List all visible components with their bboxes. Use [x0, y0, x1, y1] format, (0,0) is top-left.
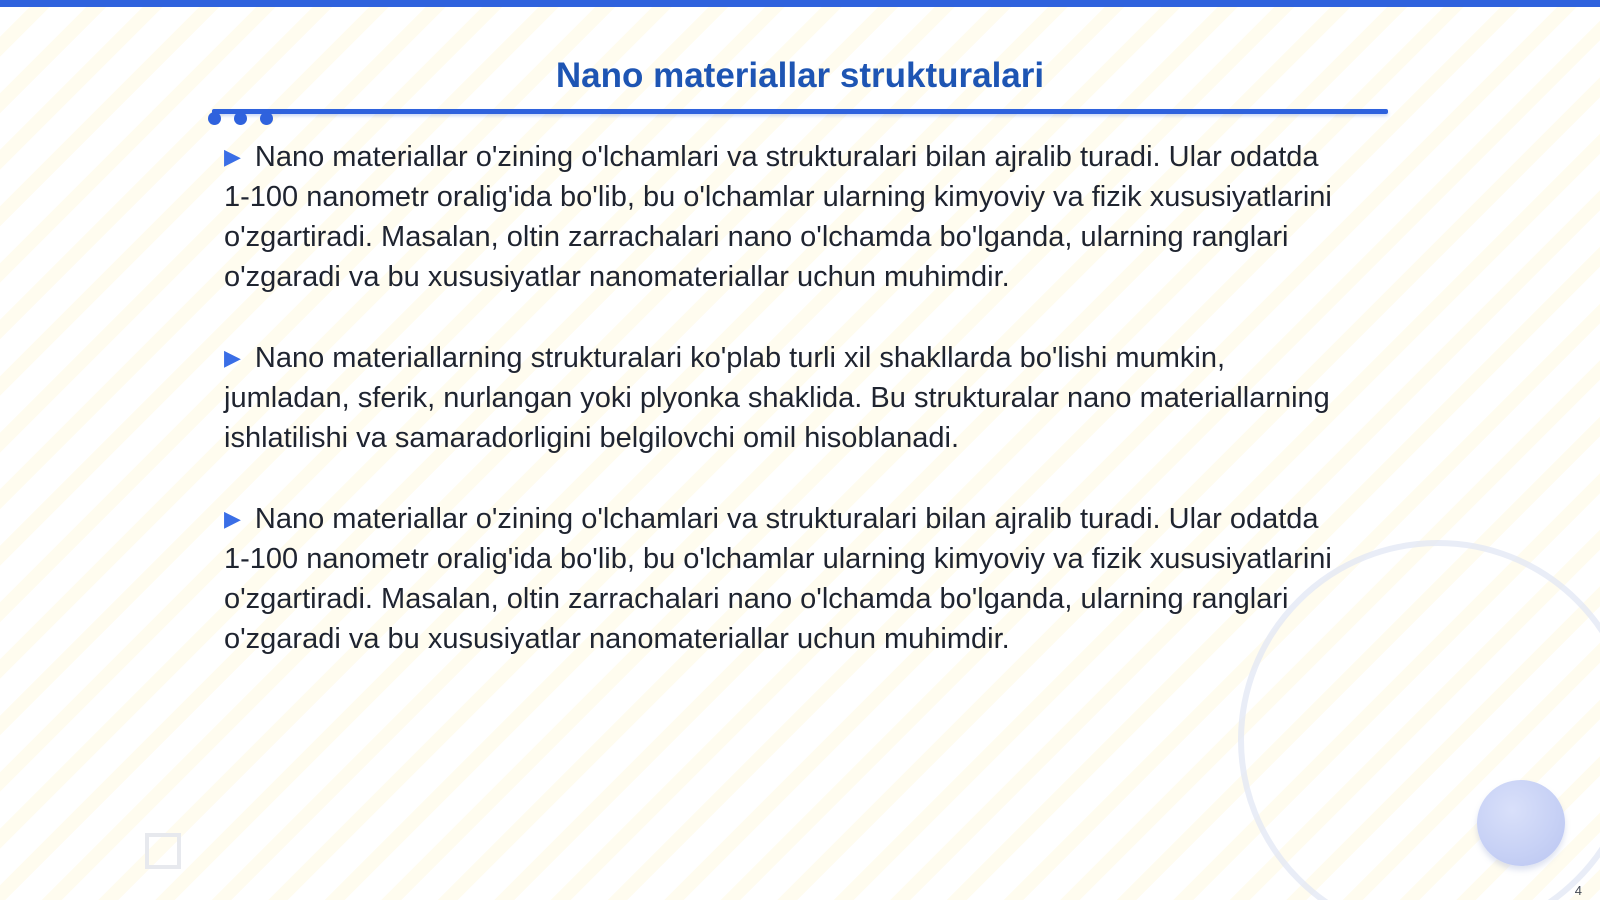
- title-underline: [212, 109, 1388, 114]
- triangle-bullet-icon: ▶: [224, 506, 241, 531]
- bullet-item: [224, 137, 1344, 297]
- triangle-bullet-icon: ▶: [224, 345, 241, 370]
- top-accent-bar: [0, 0, 1600, 7]
- decorative-square: [145, 833, 181, 869]
- decorative-dot: [234, 112, 247, 125]
- decorative-dot: [260, 112, 273, 125]
- bullet-item: [224, 499, 1344, 659]
- decorative-circle: [1477, 780, 1565, 866]
- bullet-text: Nano materiallarning strukturalari ko'plab turli xil shakllarda bo'lishi mumkin, jumladan, sferik, nurlangan yoki plyonka shaklida. Bu strukturalar nano materiallarning ishlatilishi va samaradorligini belgilovchi omil hisoblanadi.: [224, 342, 1330, 454]
- bullet-text: Nano materiallar o'zining o'lchamlari va strukturalari bilan ajralib turadi. Ular odatda 1-100 nanometr oralig'ida bo'lib, bu o'lchamlar ularning kimyoviy va fizik xususiyatlarini o'zgartiradi. Masalan, oltin zarrachalari nano o'lchamda bo'lganda, ularning ranglari o'zgaradi va bu xususiyatlar nanomateriallar uchun muhimdir.: [224, 503, 1332, 655]
- bullet-item: [224, 338, 1344, 458]
- slide-title: Nano materiallar strukturalari: [555, 56, 1045, 95]
- bullet-list: [224, 137, 1344, 659]
- bullet-text: Nano materiallar o'zining o'lchamlari va strukturalari bilan ajralib turadi. Ular odatda 1-100 nanometr oralig'ida bo'lib, bu o'lchamlar ularning kimyoviy va fizik xususiyatlarini o'zgartiradi. Masalan, oltin zarrachalari nano o'lchamda bo'lganda, ularning ranglari o'zgaradi va bu xususiyatlar nanomateriallar uchun muhimdir.: [224, 141, 1332, 293]
- triangle-bullet-icon: ▶: [224, 144, 241, 169]
- page-number: 4: [1574, 883, 1582, 898]
- decorative-dot: [208, 112, 221, 125]
